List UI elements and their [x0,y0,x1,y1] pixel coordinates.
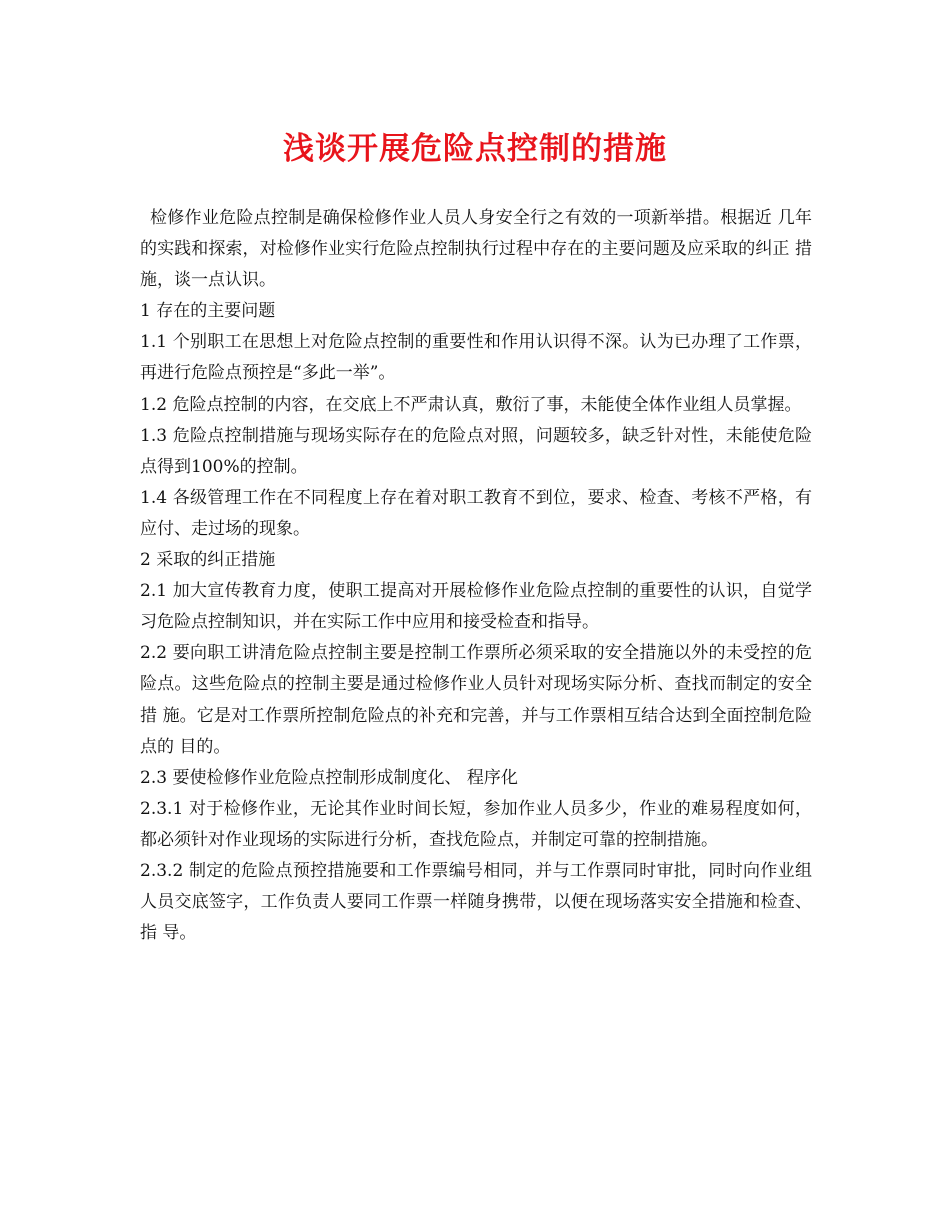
paragraph-2-3-2: 2.3.2 制定的危险点预控措施要和工作票编号相同，并与工作票同时审批，同时向作业组 人员交底签字，工作负责人要同工作票一样随身携带，以便在现场落实安全措施和检查、指 导。 [140,860,812,944]
paragraph-2-3: 2.3 要使检修作业危险点控制形成制度化、 程序化 [140,767,518,788]
section-heading-1: 1 存在的主要问题 [140,301,276,322]
paragraph-1-1: 1.1 个别职工在思想上对危险点控制的重要性和作用认识得不深。认为已办理了工作票， 再进行危险点预控是“多此一举”。 [140,332,812,384]
paragraph-1-3: 1.3 危险点控制措施与现场实际存在的危险点对照，问题较多，缺乏针对性，未能使危险 点得到100%的控制。 [140,425,812,477]
paragraph-2-3-1: 2.3.1 对于检修作业，无论其作业时间长短，参加作业人员多少，作业的难易程度如何， 都必须针对作业现场的实际进行分析，查找危险点，并制定可靠的控制措施。 [140,798,812,850]
paragraph-1-2: 1.2 危险点控制的内容，在交底上不严肃认真，敷衍了事，未能使全体作业组人员掌握。 [140,394,802,415]
section-heading-2: 2 采取的纠正措施 [140,550,276,571]
paragraph-2-1: 2.1 加大宣传教育力度，使职工提高对开展检修作业危险点控制的重要性的认识，自觉学 习危险点控制知识，并在实际工作中应用和接受检查和指导。 [140,581,812,633]
intro-paragraph: 检修作业危险点控制是确保检修作业人员人身安全行之有效的一项新举措。根据近 几年的实践和探索，对检修作业实行危险点控制执行过程中存在的主要问题及应采取的纠正 措施，谈一点认识。 [140,208,812,291]
document-title: 浅谈开展危险点控制的措施 [283,131,667,167]
paragraph-2-2: 2.2 要向职工讲清危险点控制主要是控制工作票所必须采取的安全措施以外的未受控的危 险点。这些危险点的控制主要是通过检修作业人员针对现场实际分析、查找而制定的安全措 施。它是对工作票所控制危险点的补充和完善，并与工作票相互结合达到全面控制危险点的 目的。 [140,643,812,757]
document-body [140,203,812,949]
paragraph-1-4: 1.4 各级管理工作在不同程度上存在着对职工教育不到位，要求、检查、考核不严格，有 应付、走过场的现象。 [140,487,812,539]
